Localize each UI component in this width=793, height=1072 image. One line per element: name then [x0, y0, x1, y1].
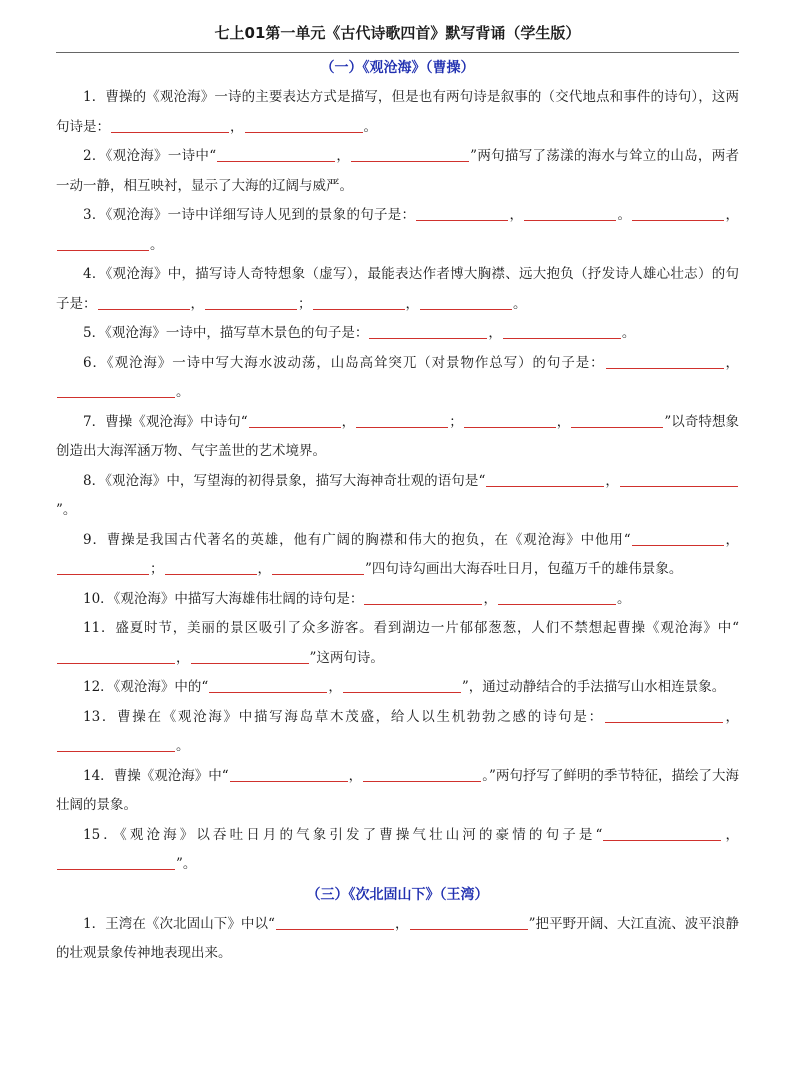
question-text: ”两句描写了荡漾的海水与耸立的山岛，两者一动一静，相互映衬，显示了大海的辽阔与威严。	[56, 148, 739, 194]
question-text: ”。	[56, 502, 77, 518]
question-text: ，	[176, 649, 190, 666]
question-text: 1．曹操的《观沧海》一诗的主要表达方式是描写，但是也有两句诗是叙事的（交代地点和事件的诗句），这两句诗是：	[56, 89, 739, 135]
answer-blank[interactable]	[209, 678, 327, 693]
section-heading: （三）《次北固山下》（王湾）	[306, 886, 489, 903]
question-text: ，	[605, 472, 619, 489]
answer-blank[interactable]	[486, 472, 604, 487]
question-text: ，	[722, 826, 739, 843]
question-item	[56, 614, 739, 673]
answer-blank[interactable]	[217, 147, 335, 162]
question-text: ”以奇特想象创造出大海浑涵万物、气宇盖世的艺术境界。	[56, 413, 740, 459]
document-title: 七上01第一单元《古代诗歌四首》默写背诵（学生版）	[214, 24, 581, 42]
answer-blank[interactable]	[464, 413, 556, 428]
answer-blank[interactable]	[363, 767, 481, 782]
answer-blank[interactable]	[369, 324, 487, 339]
question-item	[56, 526, 739, 585]
question-text: 15．《观沧海》以吞吐日月的气象引发了曹操气壮山河的豪情的句子是“	[83, 826, 603, 843]
answer-blank[interactable]	[57, 383, 175, 398]
question-text: ，	[725, 207, 740, 223]
question-item	[56, 703, 739, 762]
question-text: 。”两句抒写了鲜明的季节特征，描绘了大海壮阔的景象。	[56, 767, 739, 813]
question-text: 。	[176, 738, 190, 754]
question-text: 4．《观沧海》中，描写诗人奇特想象（虚写），最能表达作者博大胸襟、远大抱负（抒发诗人雄心壮志）的句子是：	[56, 266, 739, 312]
question-text: 10．《观沧海》中描写大海雄伟壮阔的诗句是：	[83, 590, 364, 607]
answer-blank[interactable]	[410, 915, 528, 930]
question-text: 8．《观沧海》中，写望海的初得景象，描写大海神奇壮观的语句是“	[83, 472, 486, 489]
answer-blank[interactable]	[57, 560, 149, 575]
question-text: ，	[405, 295, 419, 312]
question-text: 。	[617, 207, 632, 223]
question-text: 。	[176, 384, 190, 400]
answer-blank[interactable]	[98, 295, 190, 310]
question-text: ，	[724, 354, 740, 371]
answer-blank[interactable]	[351, 147, 469, 162]
question-item	[56, 408, 739, 467]
question-text: 5．《观沧海》一诗中，描写草木景色的句子是：	[83, 325, 369, 341]
question-text: ；	[449, 413, 463, 430]
answer-blank[interactable]	[276, 915, 394, 930]
question-text: ”这两句诗。	[309, 649, 384, 666]
question-text: ，	[328, 679, 342, 695]
worksheet-content	[56, 53, 739, 969]
question-text: ，	[556, 413, 571, 430]
answer-blank[interactable]	[356, 413, 448, 428]
question-text: 。	[616, 590, 631, 607]
question-item	[56, 673, 739, 703]
question-text: ，	[336, 148, 351, 164]
answer-blank[interactable]	[364, 590, 482, 605]
question-item	[56, 821, 739, 880]
question-text: 2．《观沧海》一诗中“	[83, 148, 217, 164]
question-item	[56, 467, 739, 526]
question-item	[56, 142, 739, 201]
question-item	[56, 260, 739, 319]
question-text: 。	[621, 325, 636, 341]
answer-blank[interactable]	[165, 560, 257, 575]
section-heading: （一）《观沧海》（曹操）	[320, 60, 475, 76]
question-text: ，	[724, 531, 739, 548]
question-item	[56, 910, 739, 969]
question-text: ”四句诗勾画出大海吞吐日月，包蕴万千的雄伟景象。	[365, 561, 683, 577]
answer-blank[interactable]	[420, 295, 512, 310]
question-text: 9．曹操是我国古代著名的英雄，他有广阔的胸襟和伟大的抱负，在《观沧海》中他用“	[83, 531, 631, 548]
question-item	[56, 319, 739, 349]
question-text: 。	[363, 118, 377, 135]
question-item	[56, 349, 739, 408]
question-text: ”。	[176, 856, 197, 872]
worksheet-page	[56, 0, 739, 969]
question-text: ，	[394, 915, 409, 932]
answer-blank[interactable]	[524, 206, 616, 221]
question-item	[56, 762, 739, 821]
question-item	[56, 83, 739, 142]
answer-blank[interactable]	[343, 678, 461, 693]
question-text: ”把平野开阔、大江直流、波平浪静的壮观景象传神地表现出来。	[56, 915, 739, 961]
answer-blank[interactable]	[603, 826, 721, 841]
answer-blank[interactable]	[605, 708, 723, 723]
question-text: 14．曹操《观沧海》中“	[83, 767, 229, 784]
question-text: ，	[257, 561, 271, 577]
question-text: ，	[509, 207, 524, 223]
answer-blank[interactable]	[632, 531, 724, 546]
question-text: 13．曹操在《观沧海》中描写海岛草木茂盛，给人以生机勃勃之感的诗句是：	[83, 708, 604, 725]
answer-blank[interactable]	[230, 767, 348, 782]
question-text: 7．曹操《观沧海》中诗句“	[83, 413, 248, 430]
answer-blank[interactable]	[111, 118, 229, 133]
answer-blank[interactable]	[571, 413, 663, 428]
answer-blank[interactable]	[416, 206, 508, 221]
answer-blank[interactable]	[249, 413, 341, 428]
answer-blank[interactable]	[632, 206, 724, 221]
answer-blank[interactable]	[606, 354, 724, 369]
question-text: ；	[298, 295, 312, 312]
question-item	[56, 201, 739, 260]
answer-blank[interactable]	[503, 324, 621, 339]
answer-blank[interactable]	[57, 649, 175, 664]
question-text: ，	[483, 590, 497, 607]
answer-blank[interactable]	[313, 295, 405, 310]
answer-blank[interactable]	[205, 295, 297, 310]
answer-blank[interactable]	[272, 560, 364, 575]
question-text: ，	[341, 413, 356, 430]
question-text: ，	[488, 325, 502, 341]
question-text: ”，通过动静结合的手法描写山水相连景象。	[461, 679, 726, 695]
answer-blank[interactable]	[57, 236, 149, 251]
question-text: ，	[348, 767, 363, 784]
question-text: ；	[150, 561, 164, 577]
answer-blank[interactable]	[191, 649, 309, 664]
question-text: 。	[150, 236, 164, 253]
answer-blank[interactable]	[498, 590, 616, 605]
answer-blank[interactable]	[57, 855, 175, 870]
question-text: ，	[190, 295, 204, 312]
question-text: 1．王湾在《次北固山下》中以“	[83, 915, 275, 932]
answer-blank[interactable]	[57, 737, 175, 752]
question-text: 11．盛夏时节，美丽的景区吸引了众多游客。看到湖边一片郁郁葱葱，人们不禁想起曹操《观沧海》中“	[83, 620, 739, 636]
question-text: ，	[230, 118, 244, 135]
question-text: 。	[513, 295, 527, 312]
question-text: 12．《观沧海》中的“	[83, 679, 209, 695]
question-item	[56, 585, 739, 615]
question-text: ，	[723, 708, 739, 725]
question-text: 6．《观沧海》一诗中写大海水波动荡，山岛高耸突兀（对景物作总写）的句子是：	[83, 354, 605, 371]
answer-blank[interactable]	[620, 472, 738, 487]
answer-blank[interactable]	[245, 118, 363, 133]
question-text: 3．《观沧海》一诗中详细写诗人见到的景象的句子是：	[83, 207, 416, 223]
